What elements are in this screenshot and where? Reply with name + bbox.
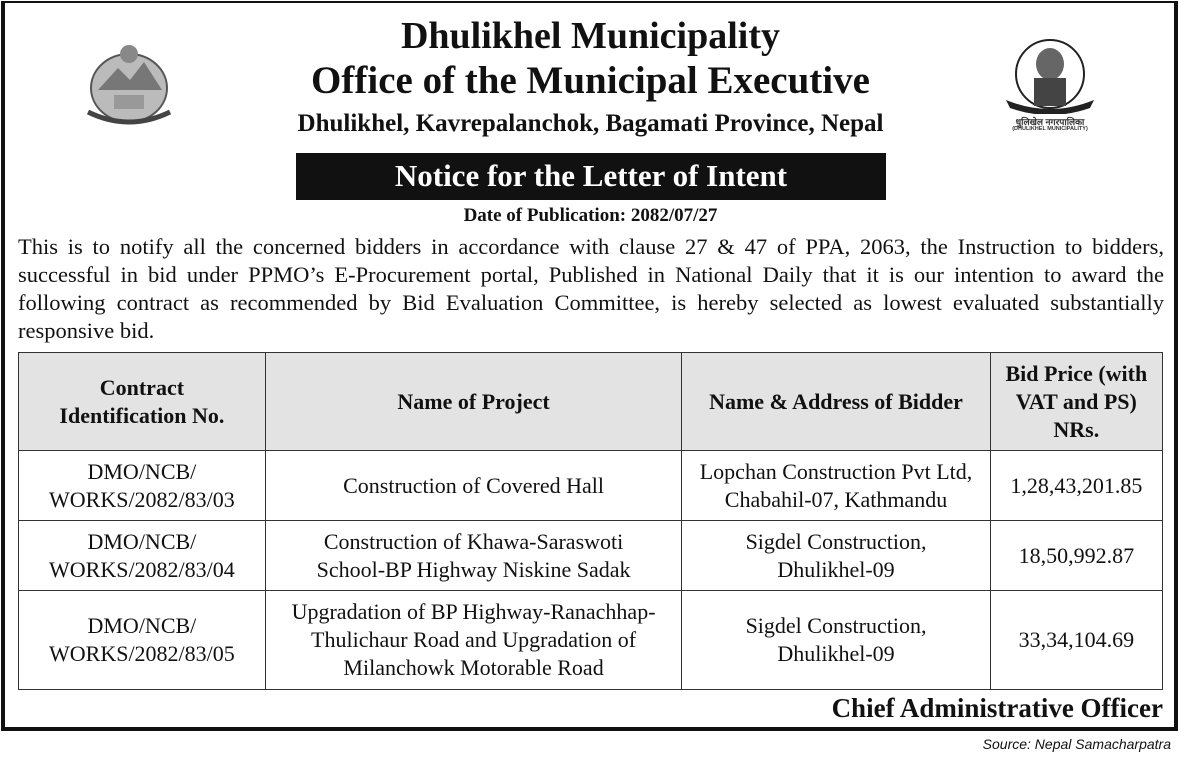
logo-caption-english: (DHULIKHEL MUNICIPALITY): [1012, 126, 1088, 132]
municipality-name: Dhulikhel Municipality: [400, 15, 781, 57]
bidder: Lopchan Construction Pvt Ltd, Chabahil-07, Kathmandu: [682, 451, 990, 521]
office-name: Office of the Municipal Executive: [311, 59, 870, 102]
notice-body: This is to notify all the concerned bidders in accordance with clause 27 & 47 of PPA, 2063, the Instruction to bidders, successful in bid under PPMO’s E-Procurement portal, Published in National Daily that it is our intention to award the following contract as recommended by Bid Evaluation Committee, is hereby selected as lowest evaluated substantially responsive bid.: [18, 234, 1164, 343]
bid-price: 33,34,104.69: [990, 591, 1162, 690]
bidder: Sigdel Construction, Dhulikhel-09: [682, 591, 990, 690]
logo-caption-devanagari: धुलिखेल नगरपालिका: [1015, 117, 1085, 127]
table-row: [19, 451, 1163, 521]
bid-price: 18,50,992.87: [990, 521, 1162, 591]
notice-title: Notice for the Letter of Intent: [296, 153, 886, 200]
bid-price: 1,28,43,201.85: [990, 451, 1162, 521]
project-name: Upgradation of BP Highway-Ranachhap-Thulichaur Road and Upgradation of Milanchowk Motorable Road: [265, 591, 682, 690]
contract-table: [18, 352, 1163, 690]
table-header-row: [19, 353, 1163, 451]
header-bid-price: Bid Price (with VAT and PS) NRs.: [990, 353, 1162, 451]
table-row: [19, 521, 1163, 591]
contract-id: DMO/NCB/ WORKS/2082/83/03: [19, 451, 266, 521]
contract-id: DMO/NCB/ WORKS/2082/83/05: [19, 591, 266, 690]
project-name: Construction of Covered Hall: [265, 451, 682, 521]
table-row: [19, 591, 1163, 690]
header-bidder: Name & Address of Bidder: [682, 353, 990, 451]
source-credit: Source: Nepal Samacharpatra: [982, 736, 1171, 752]
header-project: Name of Project: [265, 353, 682, 451]
header-contract-id: Contract Identification No.: [19, 353, 266, 451]
bidder: Sigdel Construction, Dhulikhel-09: [682, 521, 990, 591]
signatory-title: Chief Administrative Officer: [831, 693, 1163, 723]
address: Dhulikhel, Kavrepalanchok, Bagamati Province, Nepal: [297, 110, 884, 137]
project-name: Construction of Khawa-Saraswoti School-BP Highway Niskine Sadak: [265, 521, 682, 591]
publication-date: Date of Publication: 2082/07/27: [463, 205, 718, 226]
contract-id: DMO/NCB/ WORKS/2082/83/04: [19, 521, 266, 591]
